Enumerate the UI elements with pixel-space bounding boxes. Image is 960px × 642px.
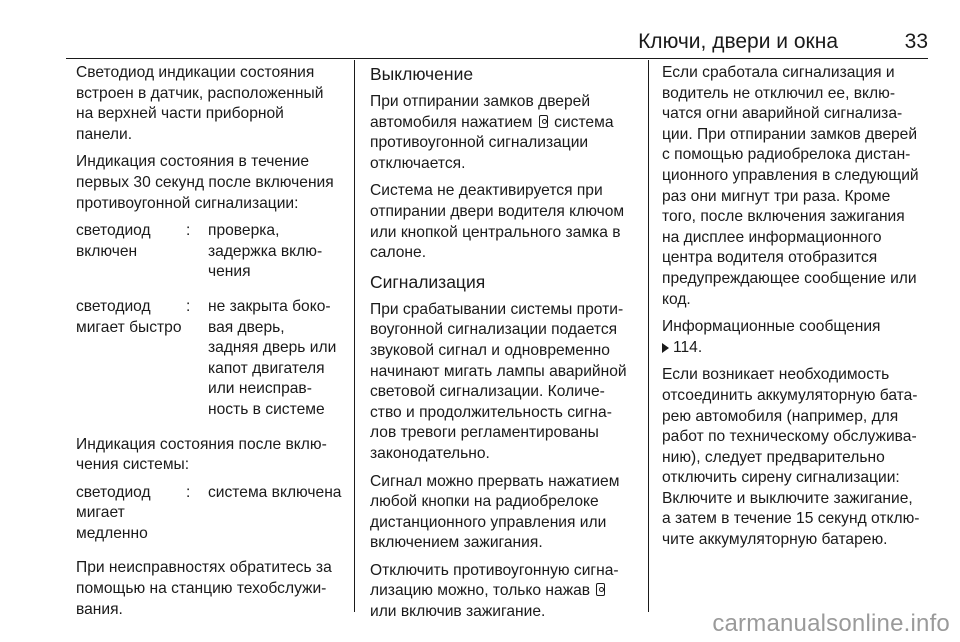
after-paragraph: Индикация состояния после вклю- чения системы: bbox=[76, 435, 327, 474]
indicator-state: светодиод мигает медленно bbox=[76, 483, 151, 542]
unlock-key-icon bbox=[596, 583, 605, 596]
off-paragraph-1: При отпирании замков дверей автомобиля нажатием система противоугонной сигнализации отключается. bbox=[370, 93, 614, 172]
alarm-paragraph-3: Отключить противоугонную сигна- лизацию можно, только нажав или включив зажигание. bbox=[370, 561, 619, 621]
unlock-key-icon bbox=[539, 115, 548, 128]
indicator-meaning: система включена bbox=[208, 483, 342, 501]
indicator-state: светодиод включен bbox=[76, 222, 151, 260]
right-column bbox=[662, 63, 934, 558]
indicator-row bbox=[76, 221, 346, 283]
alarm-paragraph-2: Сигнал можно прервать нажатием любой кнопки на радиобрелоке дистанционного управления или включением зажигания. bbox=[370, 472, 620, 552]
indicator-row bbox=[76, 483, 346, 545]
reference-arrow-icon bbox=[662, 343, 669, 353]
indicator-row bbox=[76, 297, 346, 421]
indicator-state: светодиод мигает быстро bbox=[76, 297, 182, 336]
heading-off: Выключение bbox=[370, 64, 474, 84]
indicator-colon: : bbox=[186, 483, 191, 501]
indicator-colon: : bbox=[186, 222, 191, 240]
during-paragraph: Индикация состояния в течение первых 30 секунд после включения противоугонной сигнализации: bbox=[76, 153, 334, 212]
right-paragraph-2: Если возникает необходимость отсоединить аккумуляторную бата- рею автомобиля (например, для работ по техническому обслужива- нию), следует предварительно отключить сирену сигнализации: Включите и выключите зажигание, а затем в течение 15 секунд отклю- чите аккумуляторную батарею. bbox=[662, 366, 920, 549]
column-divider-2 bbox=[648, 60, 649, 612]
indicator-meaning: проверка, задержка вклю- чения bbox=[208, 222, 323, 281]
indicator-colon: : bbox=[186, 297, 191, 315]
indicator-meaning: не закрыта боко- вая дверь, задняя дверь или капот двигателя или неисправ- ность в системе bbox=[208, 297, 337, 418]
right-paragraph-1: Если сработала сигнализация и водитель не отключил ее, вклю- чатся огни аварийной сигнализа- ции. При отпирании замков дверей с помощью радиобрелока дистан- ционного управления в следующий раз они мигнут три раза. Кроме того, после включения зажигания на дисплее информационного центра водителя отобразится предупреждающее сообщение или код. bbox=[662, 64, 919, 308]
off-paragraph-2: Система не деактивируется при отпирании двери водителя ключом или кнопкой центрального замка в салоне. bbox=[370, 182, 625, 262]
middle-column bbox=[370, 63, 642, 630]
watermark: carmanualsonline.info bbox=[712, 610, 950, 637]
heading-alarm: Сигнализация bbox=[370, 271, 486, 292]
page-number: 33 bbox=[904, 30, 928, 53]
fault-paragraph: При неисправностях обратитесь за помощью на станцию техобслужи- вания. bbox=[76, 559, 332, 618]
column-divider-1 bbox=[354, 60, 355, 612]
info-ref-link[interactable]: 114. bbox=[673, 338, 703, 356]
alarm-paragraph-1: При срабатывании системы проти- воугонной сигнализации подается звуковой сигнал и одновременно начинают мигать лампы аварийной световой сигнализации. Количе- ство и продолжительность сигна- лов тревоги регламентированы законодательно. bbox=[370, 300, 627, 462]
page-header bbox=[66, 28, 928, 56]
header-rule bbox=[66, 58, 928, 59]
info-reference: Информационные сообщения 114. bbox=[662, 318, 881, 356]
header-title: Ключи, двери и окна bbox=[638, 30, 838, 53]
left-column bbox=[76, 63, 346, 627]
intro-paragraph: Светодиод индикации состояния встроен в датчик, расположенный на верхней части приборной панели. bbox=[76, 64, 324, 143]
